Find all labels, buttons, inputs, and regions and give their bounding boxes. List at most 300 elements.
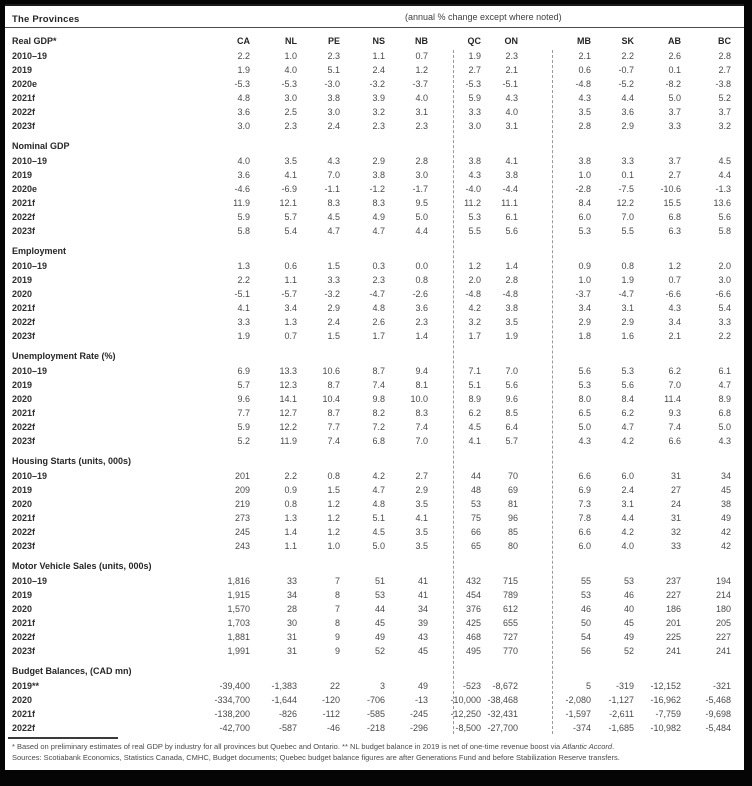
cell-qc: 5.9 <box>468 93 481 103</box>
row-label: 2020 <box>12 695 33 705</box>
cell-qc: 376 <box>465 604 481 614</box>
cell-nb: -3.7 <box>412 79 428 89</box>
cell-ca: 1,816 <box>227 576 250 586</box>
cell-ab: 2.1 <box>668 331 681 341</box>
table-row <box>12 721 738 735</box>
cell-on: 80 <box>507 541 518 551</box>
cell-nb: 0.8 <box>415 275 428 285</box>
cell-on: -32,431 <box>487 709 518 719</box>
table-row <box>12 77 738 91</box>
cell-on: 9.6 <box>505 394 518 404</box>
cell-ca: -42,700 <box>219 723 250 733</box>
cell-nb: -245 <box>409 709 428 719</box>
table-row <box>12 644 738 658</box>
cell-pe: 3.0 <box>327 107 340 117</box>
cell-qc: 6.2 <box>468 408 481 418</box>
cell-nb: 2.3 <box>415 317 428 327</box>
cell-qc: 495 <box>465 646 481 656</box>
cell-nb: 39 <box>417 618 428 628</box>
cell-mb: 5 <box>585 681 591 691</box>
cell-mb: 5.6 <box>578 366 591 376</box>
table-row <box>12 588 738 602</box>
table-row <box>12 511 738 525</box>
row-label: 2023f <box>12 541 36 551</box>
row-label: 2010–19 <box>12 156 48 166</box>
cell-on: 1.9 <box>505 331 518 341</box>
row-label: 2023f <box>12 121 36 131</box>
table-row <box>12 196 738 210</box>
cell-mb: 6.0 <box>578 541 591 551</box>
cell-bc: 227 <box>715 632 731 642</box>
cell-sk: -5.2 <box>618 79 634 89</box>
cell-ab: 186 <box>665 604 681 614</box>
cell-ns: -4.7 <box>369 289 385 299</box>
page-title: The Provinces <box>12 14 80 25</box>
cell-pe: 22 <box>329 681 340 691</box>
cell-qc: 468 <box>465 632 481 642</box>
cell-qc: 3.3 <box>468 107 481 117</box>
cell-on: 4.3 <box>505 93 518 103</box>
cell-ns: 4.9 <box>372 212 385 222</box>
cell-bc: 6.1 <box>718 366 731 376</box>
cell-ns: 3.2 <box>372 107 385 117</box>
cell-ns: 2.3 <box>372 275 385 285</box>
cell-ca: 4.1 <box>237 303 250 313</box>
table-row <box>12 259 738 273</box>
cell-bc: 34 <box>720 471 731 481</box>
row-label: 2020 <box>12 499 33 509</box>
cell-ab: -6.6 <box>665 289 681 299</box>
cell-ab: -16,962 <box>650 695 681 705</box>
cell-nb: -13 <box>414 695 428 705</box>
row-label: 2019 <box>12 485 33 495</box>
cell-ca: 4.8 <box>237 93 250 103</box>
cell-nl: 2.2 <box>284 471 297 481</box>
cell-ab: 24 <box>670 499 681 509</box>
cell-on: -27,700 <box>487 723 518 733</box>
cell-mb: -3.7 <box>575 289 591 299</box>
cell-mb: 46 <box>580 604 591 614</box>
footnote-1 <box>12 742 738 753</box>
cell-nl: -1,383 <box>271 681 297 691</box>
row-label: 2019 <box>12 65 33 75</box>
cell-pe: -46 <box>326 723 340 733</box>
cell-mb: 56 <box>580 646 591 656</box>
row-label: 2020 <box>12 289 33 299</box>
cell-bc: 2.8 <box>718 51 731 61</box>
cell-nb: 10.0 <box>410 394 428 404</box>
row-label: 2021f <box>12 198 36 208</box>
cell-ca: 4.0 <box>237 156 250 166</box>
cell-qc: 48 <box>470 485 481 495</box>
cell-bc: 38 <box>720 499 731 509</box>
row-label: 2010–19 <box>12 51 48 61</box>
cell-ab: 11.4 <box>664 394 681 404</box>
cell-sk: -2,611 <box>609 709 634 719</box>
table-row <box>12 378 738 392</box>
cell-ns: 4.5 <box>372 527 385 537</box>
cell-ab: 7.4 <box>668 422 681 432</box>
cell-ca: 243 <box>234 541 250 551</box>
cell-qc: 4.3 <box>468 170 481 180</box>
cell-ns: 7.4 <box>372 380 385 390</box>
cell-pe: -3.0 <box>324 79 340 89</box>
cell-nb: 2.3 <box>415 121 428 131</box>
cell-ns: 52 <box>374 646 385 656</box>
cell-qc: -523 <box>462 681 481 691</box>
cell-nl: 30 <box>286 618 297 628</box>
cell-pe: 3.3 <box>327 275 340 285</box>
cell-on: 5.6 <box>505 226 518 236</box>
cell-qc: 53 <box>470 499 481 509</box>
section-title: Unemployment Rate (%) <box>12 351 116 361</box>
cell-on: 2.3 <box>505 51 518 61</box>
cell-ca: 6.9 <box>237 366 250 376</box>
cell-sk: 1.6 <box>621 331 634 341</box>
cell-bc: 2.2 <box>718 331 731 341</box>
cell-nl: 0.8 <box>284 499 297 509</box>
cell-bc: -9,698 <box>705 709 731 719</box>
cell-pe: 8 <box>334 618 340 628</box>
cell-pe: 3.8 <box>327 93 340 103</box>
cell-nl: 12.3 <box>279 380 297 390</box>
table-row <box>12 301 738 315</box>
cell-pe: 1.0 <box>327 541 340 551</box>
cell-qc: 65 <box>470 541 481 551</box>
cell-pe: 9 <box>334 646 340 656</box>
cell-ca: -5.1 <box>234 289 250 299</box>
section-header-row <box>12 559 738 574</box>
cell-ab: 237 <box>665 576 681 586</box>
row-label: 2022f <box>12 632 36 642</box>
cell-ns: 44 <box>374 604 385 614</box>
cell-pe: 1.5 <box>327 485 340 495</box>
cell-bc: 241 <box>715 646 731 656</box>
cell-ns: -218 <box>366 723 385 733</box>
cell-ns: -1.2 <box>369 184 385 194</box>
table-row <box>12 434 738 448</box>
cell-sk: 8.4 <box>621 394 634 404</box>
cell-mb: 5.0 <box>578 422 591 432</box>
cell-nl: 1.1 <box>284 541 297 551</box>
cell-sk: 46 <box>623 590 634 600</box>
cell-nb: 3.5 <box>415 499 428 509</box>
cell-bc: -6.6 <box>715 289 731 299</box>
cell-nl: 31 <box>286 632 297 642</box>
cell-sk: 4.4 <box>621 513 634 523</box>
table-row <box>12 693 738 707</box>
cell-pe: 5.1 <box>327 65 340 75</box>
cell-qc: 4.5 <box>468 422 481 432</box>
cell-nl: 1.3 <box>284 317 297 327</box>
cell-qc: 454 <box>465 590 481 600</box>
cell-on: 7.0 <box>505 366 518 376</box>
cell-nb: 4.1 <box>415 513 428 523</box>
cell-ab: 2.6 <box>668 51 681 61</box>
cell-pe: 0.8 <box>327 471 340 481</box>
cell-ab: 33 <box>670 541 681 551</box>
row-label: 2021f <box>12 709 36 719</box>
cell-sk: 5.6 <box>621 380 634 390</box>
cell-mb: 2.8 <box>578 121 591 131</box>
table-row <box>12 483 738 497</box>
cell-ca: 2.2 <box>237 275 250 285</box>
cell-sk: 7.0 <box>621 212 634 222</box>
cell-ns: 49 <box>374 632 385 642</box>
table-row <box>12 210 738 224</box>
cell-sk: -4.7 <box>618 289 634 299</box>
cell-nb: 41 <box>417 590 428 600</box>
cell-qc: 3.0 <box>468 121 481 131</box>
cell-on: 85 <box>507 527 518 537</box>
cell-mb: 6.9 <box>578 485 591 495</box>
cell-ns: 2.9 <box>372 156 385 166</box>
cell-on: 11.1 <box>501 198 518 208</box>
cell-mb: 55 <box>580 576 591 586</box>
cell-ns: 4.2 <box>372 471 385 481</box>
table-row <box>12 525 738 539</box>
cell-sk: 52 <box>623 646 634 656</box>
cell-ab: 2.7 <box>668 170 681 180</box>
cell-bc: -321 <box>712 681 731 691</box>
cell-nb: 34 <box>417 604 428 614</box>
cell-ca: -5.3 <box>234 79 250 89</box>
cell-ca: -138,200 <box>214 709 250 719</box>
cell-nb: 49 <box>417 681 428 691</box>
table-row <box>12 91 738 105</box>
cell-ns: 53 <box>374 590 385 600</box>
cell-sk: 6.2 <box>621 408 634 418</box>
cell-mb: 3.8 <box>578 156 591 166</box>
cell-bc: 3.3 <box>718 317 731 327</box>
cell-on: -38,468 <box>487 695 518 705</box>
cell-bc: 3.0 <box>718 275 731 285</box>
section-title: Motor Vehicle Sales (units, 000s) <box>12 561 152 571</box>
cell-pe: 1.2 <box>327 513 340 523</box>
cell-qc: -10,000 <box>450 695 481 705</box>
cell-mb: 7.3 <box>578 499 591 509</box>
cell-pe: 4.3 <box>327 156 340 166</box>
cell-nb: 2.8 <box>415 156 428 166</box>
cell-ns: 0.3 <box>372 261 385 271</box>
cell-ca: 3.6 <box>237 107 250 117</box>
cell-nl: 1.1 <box>284 275 297 285</box>
cell-nb: 7.0 <box>415 436 428 446</box>
cell-ca: 9.6 <box>237 394 250 404</box>
footnote-1-text: * Based on preliminary estimates of real GDP by industry for all provinces but Quebec and Ontario. ** NL budget balance in 2019 is net of one-time revenue boost via <box>12 742 563 751</box>
row-label: 2020e <box>12 184 38 194</box>
cell-on: 81 <box>507 499 518 509</box>
cell-on: 789 <box>502 590 518 600</box>
section-header-row <box>12 139 738 154</box>
cell-mb: 2.1 <box>578 51 591 61</box>
cell-qc: -5.3 <box>465 79 481 89</box>
cell-mb: 5.3 <box>578 380 591 390</box>
cell-bc: 4.4 <box>718 170 731 180</box>
cell-nb: 4.4 <box>415 226 428 236</box>
cell-ca: 11.9 <box>233 198 250 208</box>
column-header-sk: SK <box>621 36 634 46</box>
cell-sk: 45 <box>623 618 634 628</box>
cell-ns: 3.8 <box>372 170 385 180</box>
cell-sk: 3.6 <box>621 107 634 117</box>
cell-sk: 1.9 <box>621 275 634 285</box>
cell-on: 96 <box>507 513 518 523</box>
table-row <box>12 105 738 119</box>
table-row <box>12 420 738 434</box>
cell-nl: 1.4 <box>284 527 297 537</box>
cell-on: 770 <box>502 646 518 656</box>
cell-qc: 1.2 <box>468 261 481 271</box>
column-header-on: ON <box>504 36 518 46</box>
cell-ca: 5.8 <box>237 226 250 236</box>
cell-ca: 3.6 <box>237 170 250 180</box>
cell-mb: -4.8 <box>575 79 591 89</box>
section-header-row <box>12 454 738 469</box>
cell-qc: -12,250 <box>450 709 481 719</box>
cell-sk: 5.5 <box>621 226 634 236</box>
cell-sk: 49 <box>623 632 634 642</box>
cell-ns: 1.7 <box>372 331 385 341</box>
cell-nb: 2.9 <box>415 485 428 495</box>
table-row <box>12 182 738 196</box>
cell-bc: 6.8 <box>718 408 731 418</box>
cell-pe: -3.2 <box>324 289 340 299</box>
cell-pe: -1.1 <box>324 184 340 194</box>
cell-nb: 4.0 <box>415 93 428 103</box>
cell-bc: -3.8 <box>715 79 731 89</box>
cell-pe: 7 <box>334 576 340 586</box>
cell-nb: 9.5 <box>415 198 428 208</box>
row-label: 2023f <box>12 646 36 656</box>
cell-nl: 31 <box>286 646 297 656</box>
cell-qc: 1.7 <box>468 331 481 341</box>
cell-nb: 1.2 <box>415 65 428 75</box>
cell-ab: 6.3 <box>668 226 681 236</box>
table-row <box>12 154 738 168</box>
cell-sk: 53 <box>623 576 634 586</box>
cell-ca: 1.3 <box>237 261 250 271</box>
cell-qc: 4.2 <box>468 303 481 313</box>
cell-ab: 9.3 <box>668 408 681 418</box>
cell-ca: 5.7 <box>237 380 250 390</box>
cell-ab: 32 <box>670 527 681 537</box>
cell-ca: 1,991 <box>227 646 250 656</box>
cell-nl: 33 <box>286 576 297 586</box>
row-label: 2023f <box>12 436 36 446</box>
cell-ns: 9.8 <box>372 394 385 404</box>
cell-ns: 3 <box>379 681 385 691</box>
cell-nl: -5.3 <box>281 79 297 89</box>
cell-on: 4.1 <box>505 156 518 166</box>
cell-bc: 5.6 <box>718 212 731 222</box>
cell-ab: 3.3 <box>668 121 681 131</box>
footnote-rule <box>8 737 118 739</box>
cell-bc: 5.4 <box>718 303 731 313</box>
cell-nl: -1,644 <box>271 695 297 705</box>
cell-bc: 42 <box>720 527 731 537</box>
cell-ab: 15.5 <box>663 198 681 208</box>
cell-nl: 2.3 <box>284 121 297 131</box>
table-row <box>12 574 738 588</box>
cell-ns: 4.8 <box>372 303 385 313</box>
cell-pe: 1.2 <box>327 499 340 509</box>
cell-sk: 3.3 <box>621 156 634 166</box>
cell-ca: 2.2 <box>237 51 250 61</box>
cell-qc: 66 <box>470 527 481 537</box>
row-label: 2020e <box>12 79 38 89</box>
row-label: 2023f <box>12 331 36 341</box>
cell-ab: 31 <box>670 513 681 523</box>
cell-on: 70 <box>507 471 518 481</box>
cell-nb: -296 <box>409 723 428 733</box>
cell-ca: 245 <box>234 527 250 537</box>
column-header-qc: QC <box>467 36 481 46</box>
row-label: 2021f <box>12 93 36 103</box>
cell-qc: 425 <box>465 618 481 628</box>
cell-on: 3.1 <box>505 121 518 131</box>
cell-bc: 194 <box>715 576 731 586</box>
cell-on: 3.8 <box>505 170 518 180</box>
cell-on: 655 <box>502 618 518 628</box>
table-row <box>12 364 738 378</box>
cell-nb: -2.6 <box>412 289 428 299</box>
cell-nl: -6.9 <box>281 184 297 194</box>
cell-mb: 6.6 <box>578 527 591 537</box>
table-row <box>12 679 738 693</box>
cell-mb: 53 <box>580 590 591 600</box>
cell-qc: 2.0 <box>468 275 481 285</box>
cell-ab: 0.7 <box>668 275 681 285</box>
cell-on: 612 <box>502 604 518 614</box>
cell-bc: 45 <box>720 485 731 495</box>
cell-mb: 8.0 <box>578 394 591 404</box>
cell-pe: 7.0 <box>327 170 340 180</box>
cell-ns: 4.7 <box>372 485 385 495</box>
row-label: 2021f <box>12 618 36 628</box>
provinces-table <box>12 34 738 735</box>
cell-mb: 3.4 <box>578 303 591 313</box>
cell-pe: 8.7 <box>327 408 340 418</box>
table-row <box>12 315 738 329</box>
cell-bc: -5,468 <box>705 695 731 705</box>
cell-mb: 7.8 <box>578 513 591 523</box>
row-label: 2022f <box>12 317 36 327</box>
cell-bc: 4.5 <box>718 156 731 166</box>
cell-mb: 6.6 <box>578 471 591 481</box>
cell-ca: 1.9 <box>237 331 250 341</box>
table-row <box>12 497 738 511</box>
cell-ns: 5.0 <box>372 541 385 551</box>
cell-pe: 2.4 <box>327 121 340 131</box>
cell-nl: -587 <box>278 723 297 733</box>
table-row <box>12 469 738 483</box>
cell-nb: 9.4 <box>415 366 428 376</box>
cell-nl: 0.7 <box>284 331 297 341</box>
cell-nb: 0.0 <box>415 261 428 271</box>
cell-qc: -4.8 <box>465 289 481 299</box>
section-header-row <box>12 244 738 259</box>
section-header-row <box>12 349 738 364</box>
cell-ab: 201 <box>665 618 681 628</box>
cell-nb: 8.1 <box>415 380 428 390</box>
section-header-row <box>12 34 738 49</box>
footnote-1-italic: Atlantic Accord <box>562 742 613 751</box>
cell-nb: 3.6 <box>415 303 428 313</box>
column-header-bc: BC <box>718 36 731 46</box>
row-label: 2021f <box>12 513 36 523</box>
cell-pe: 1.5 <box>327 331 340 341</box>
